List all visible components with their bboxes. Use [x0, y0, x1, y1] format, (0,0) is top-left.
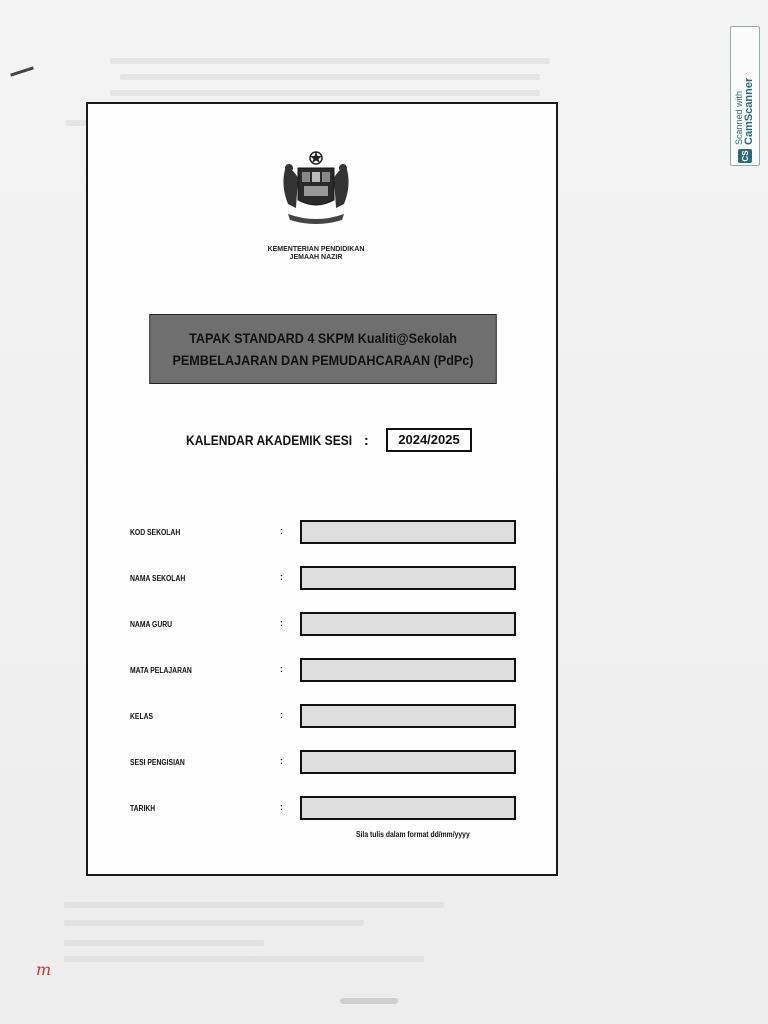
- form-row-tarikh: [130, 796, 530, 822]
- field-colon: :: [280, 756, 283, 766]
- handwritten-mark: m: [36, 960, 52, 979]
- field-label: KELAS: [130, 712, 154, 721]
- field-label: MATA PELAJARAN: [130, 666, 192, 675]
- field-label: NAMA GURU: [130, 620, 173, 629]
- camscanner-logo-icon: CS: [738, 149, 752, 163]
- title-banner: [149, 314, 496, 384]
- field-colon: :: [280, 802, 283, 812]
- bleed-through-line: [64, 956, 424, 962]
- field-label: TARIKH: [130, 804, 156, 813]
- nama-guru-field[interactable]: [300, 612, 516, 636]
- sesi-pengisian-field[interactable]: [300, 750, 516, 774]
- kod-sekolah-field[interactable]: [300, 520, 516, 544]
- field-label: NAMA SEKOLAH: [130, 574, 186, 583]
- academic-session-value: 2024/2025: [386, 428, 472, 452]
- field-colon: :: [280, 710, 283, 720]
- watermark-line1: Scanned with: [734, 90, 744, 145]
- academic-calendar-label: KALENDAR AKADEMIK SESI: [186, 432, 353, 448]
- bleed-through-line: [120, 74, 540, 80]
- pen-stroke-mark: [10, 66, 34, 76]
- watermark-line2: CamScanner: [743, 77, 755, 145]
- date-format-note: Sila tulis dalam format dd/mm/yyyy: [356, 830, 470, 839]
- form-row-sesi-pengisian: [130, 750, 530, 776]
- field-label: KOD SEKOLAH: [130, 528, 181, 537]
- ministry-line2: JEMAAH NAZIR: [289, 254, 343, 261]
- ministry-name: [208, 246, 424, 262]
- field-colon: :: [280, 618, 283, 628]
- bleed-through-line: [64, 902, 444, 908]
- camscanner-watermark: [730, 26, 760, 166]
- form-row-nama-sekolah: [130, 566, 530, 592]
- bleed-through-line: [110, 90, 540, 96]
- malaysia-coat-of-arms-icon: [278, 148, 354, 228]
- scan-shadow: [340, 998, 398, 1004]
- tarikh-field[interactable]: [300, 796, 516, 820]
- form-row-kod-sekolah: [130, 520, 530, 546]
- form-row-kelas: [130, 704, 530, 730]
- field-label: SESI PENGISIAN: [130, 758, 185, 767]
- ministry-line1: KEMENTERIAN PENDIDIKAN: [267, 246, 365, 253]
- field-colon: :: [280, 664, 283, 674]
- cover-page-frame: [86, 102, 558, 876]
- academic-calendar-colon: :: [364, 432, 369, 448]
- form-row-mata-pelajaran: [130, 658, 530, 684]
- nama-sekolah-field[interactable]: [300, 566, 516, 590]
- mata-pelajaran-field[interactable]: [300, 658, 516, 682]
- kelas-field[interactable]: [300, 704, 516, 728]
- bleed-through-line: [110, 58, 550, 64]
- field-colon: :: [280, 526, 283, 536]
- banner-title-line2: PEMBELAJARAN DAN PEMUDAHCARAAN (PdPc): [172, 352, 474, 368]
- field-colon: :: [280, 572, 283, 582]
- bleed-through-line: [64, 940, 264, 946]
- bleed-through-line: [64, 920, 364, 926]
- form-row-nama-guru: [130, 612, 530, 638]
- banner-title-line1: TAPAK STANDARD 4 SKPM Kualiti@Sekolah: [189, 330, 457, 346]
